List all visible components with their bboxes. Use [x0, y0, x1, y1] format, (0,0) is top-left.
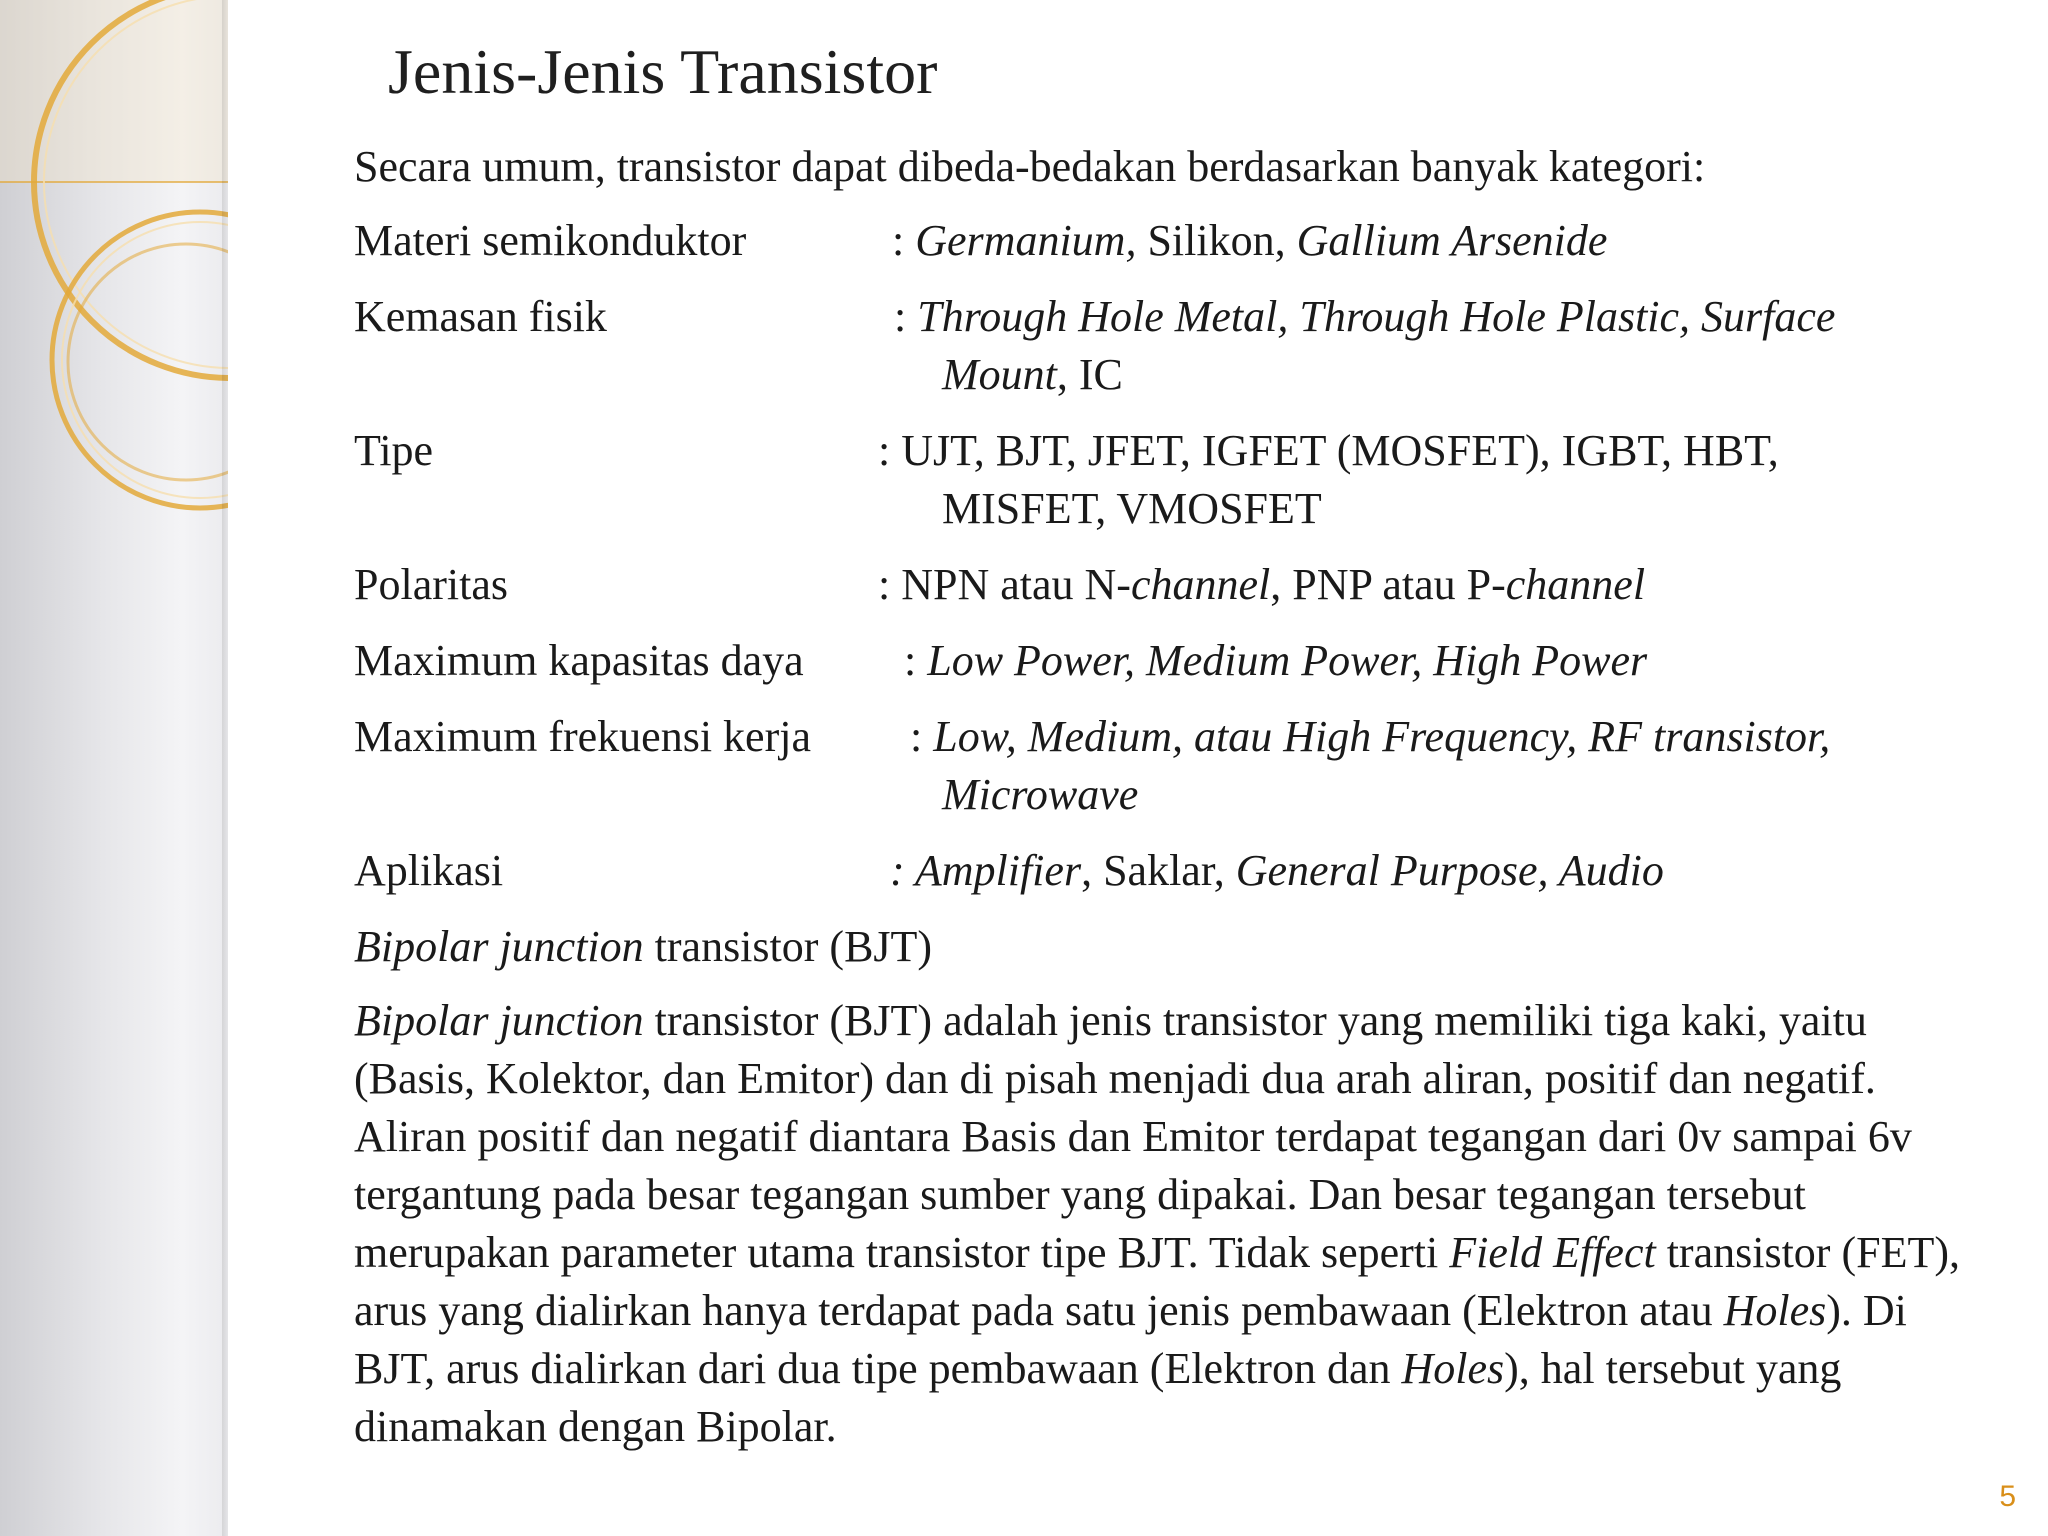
category-value [878, 556, 1645, 614]
italic-text-run: Field Effect [1449, 1228, 1656, 1277]
category-value-continued [942, 346, 1123, 404]
text-run: : [904, 636, 928, 685]
italic-text-run: channel [1505, 560, 1646, 609]
italic-text-run: : Amplifier [890, 846, 1082, 895]
category-label: Maximum frekuensi kerja [354, 712, 811, 761]
category-label: Polaritas [354, 560, 508, 609]
italic-text-run: Gallium Arsenide [1296, 216, 1608, 265]
text-run: ). Di BJT, arus dialirkan dari dua tipe pembawaan (Elektron dan [354, 1286, 1907, 1393]
text-run: : [892, 216, 916, 265]
text-run: : [894, 292, 918, 341]
italic-text-run: Microwave [942, 770, 1139, 819]
text-run: Silikon, [1136, 216, 1297, 265]
italic-text-run: Low, Medium, atau High Frequency, RF transistor, [933, 712, 1831, 761]
page-number: 5 [1999, 1480, 2016, 1513]
italic-text-run: Germanium, [915, 216, 1137, 265]
category-value [904, 632, 1647, 690]
text-run: , IC [1056, 350, 1123, 399]
text-run: transistor (BJT) [643, 922, 933, 971]
category-value-continued [942, 480, 1322, 538]
category-label: Aplikasi [354, 846, 504, 895]
category-value-continued [942, 766, 1138, 824]
italic-text-run: Mount [942, 350, 1057, 399]
text-run: : [910, 712, 934, 761]
category-value [892, 212, 1607, 270]
text-run: transistor (FET), arus yang dialirkan hanya terdapat pada satu jenis pembawaan (Elektron atau [354, 1228, 1960, 1335]
category-label: Maximum kapasitas daya [354, 636, 804, 685]
category-label: Materi semikonduktor [354, 216, 747, 265]
text-run: transistor (BJT) adalah jenis transistor yang memiliki tiga kaki, yaitu (Basis, Kolektor, dan Emitor) dan di pisah menjadi dua arah aliran, positif dan negatif. Aliran positif dan negatif diantara Basis dan Emitor terdapat tegangan dari 0v sampai 6v tergantung pada besar tegangan sumber yang dipakai. Dan besar tegangan tersebut merupakan parameter utama transistor tipe BJT. Tidak seperti [354, 996, 1912, 1277]
intro-text: Secara umum, transistor dapat dibeda-bedakan berdasarkan banyak kategori: [354, 142, 1706, 191]
italic-text-run: Bipolar junction [354, 922, 644, 971]
text-run: : UJT, BJT, JFET, IGFET (MOSFET), IGBT, HBT, [878, 426, 1779, 475]
text-run: : NPN atau N- [878, 560, 1131, 609]
decorative-side-panel [0, 0, 228, 1536]
category-label: Tipe [354, 426, 434, 475]
bjt-heading [354, 918, 932, 976]
category-value [910, 708, 1830, 766]
italic-text-run: Holes [1401, 1344, 1505, 1393]
slide-title: Jenis-Jenis Transistor [388, 36, 938, 107]
text-run: ), hal tersebut yang dinamakan dengan Bipolar. [354, 1344, 1842, 1451]
italic-text-run: Holes [1723, 1286, 1827, 1335]
category-value [890, 842, 1664, 900]
italic-text-run: Through Hole Metal, Through Hole Plastic, Surface [917, 292, 1836, 341]
category-label: Kemasan fisik [354, 292, 607, 341]
gold-rings-decoration [0, 0, 228, 1536]
text-run: , PNP atau P- [1270, 560, 1506, 609]
italic-text-run: Low Power, Medium Power, High Power [927, 636, 1648, 685]
text-run: MISFET, VMOSFET [942, 484, 1322, 533]
category-value [894, 288, 1835, 346]
category-value [878, 422, 1779, 480]
bjt-paragraph [354, 992, 1974, 1456]
text-run: , Saklar, [1081, 846, 1236, 895]
side-panel-shadow [222, 0, 228, 1536]
italic-text-run: Bipolar junction [354, 996, 644, 1045]
italic-text-run: channel [1130, 560, 1271, 609]
italic-text-run: General Purpose, Audio [1235, 846, 1664, 895]
